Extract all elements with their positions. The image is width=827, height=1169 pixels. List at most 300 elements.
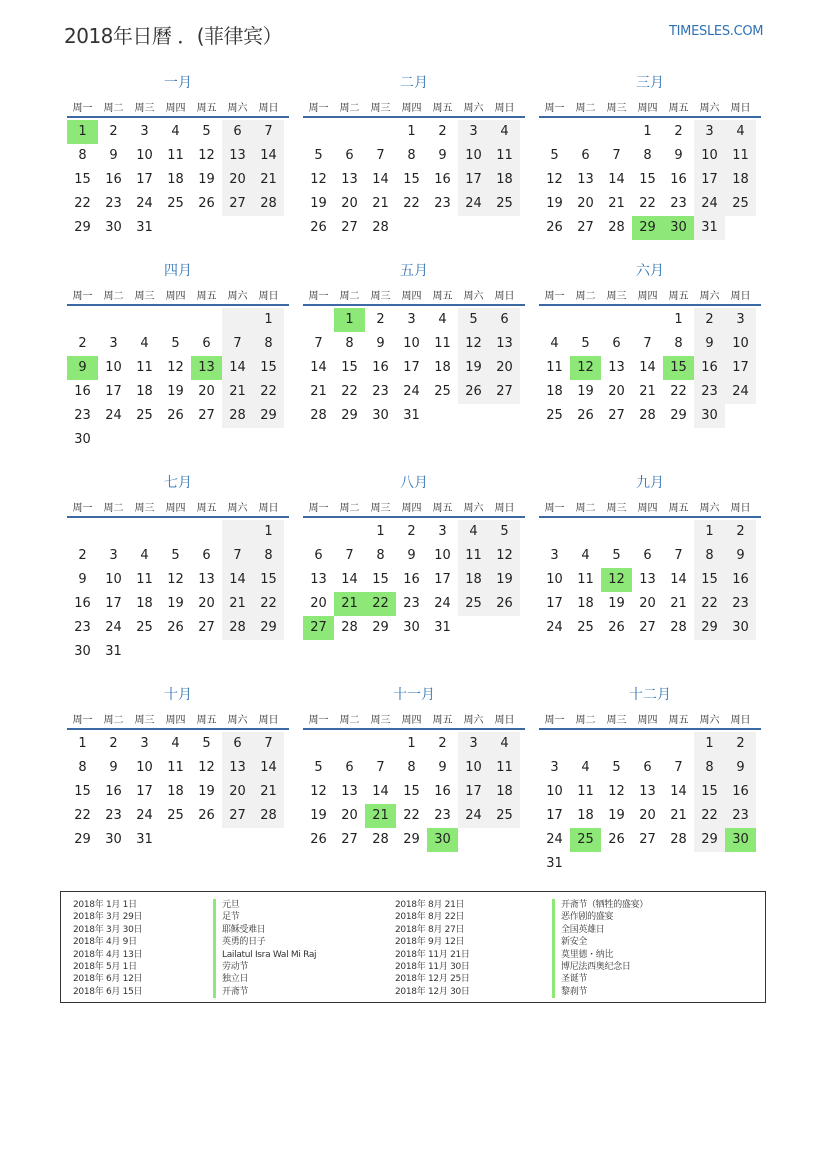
day-cell: 10: [694, 144, 725, 168]
day-cell: 19: [608, 808, 625, 823]
legend-holiday-name: 元旦: [213, 899, 316, 911]
month-title: 七月: [164, 475, 192, 491]
weekday-label: 周三: [370, 102, 391, 114]
legend-holiday-name: 耶稣受难日: [213, 924, 316, 936]
day-blank: [334, 120, 365, 144]
day-cell: 10: [434, 548, 451, 563]
day-cell: 23: [434, 196, 451, 211]
day-cell: 1: [694, 520, 725, 544]
day-cell: 13: [639, 784, 656, 799]
day-cell: 10: [105, 572, 122, 587]
day-cell: 28: [253, 804, 284, 828]
day-cell: 23: [74, 620, 91, 635]
weekday-label: 周三: [606, 290, 627, 302]
day-cell: 27: [222, 804, 253, 828]
day-cell: 10: [136, 760, 153, 775]
weekday-label: 周日: [494, 290, 515, 302]
day-cell: 10: [136, 148, 153, 163]
legend-holiday-name: 博尼法西奥纪念日: [552, 961, 648, 973]
day-cell: 4: [438, 312, 447, 327]
day-cell: 6: [202, 336, 211, 351]
day-cell: 16: [403, 572, 420, 587]
day-cell: 5: [314, 760, 323, 775]
site-name: TIMESLES.COM: [669, 24, 764, 39]
weekday-label: 周六: [699, 290, 720, 302]
day-cell: 27: [341, 220, 358, 235]
weekday-label: 周五: [432, 502, 453, 514]
weekday-label: 周二: [103, 714, 124, 726]
weekday-label: 周四: [165, 102, 186, 114]
day-cell: 3: [458, 120, 489, 144]
weekday-header: [303, 284, 525, 306]
weekday-label: 周二: [339, 714, 360, 726]
day-cell: 30: [105, 832, 122, 847]
day-cell: 29: [74, 220, 91, 235]
weekday-label: 周日: [730, 502, 751, 514]
legend-holiday-name: 新安全: [552, 936, 648, 948]
weekday-label: 周四: [637, 714, 658, 726]
weekday-header: [539, 496, 761, 518]
day-cell: 20: [341, 808, 358, 823]
day-grid: [539, 308, 761, 428]
holiday-day-cell: 1: [334, 308, 365, 332]
day-cell: 2: [725, 520, 756, 544]
day-grid: [539, 732, 761, 876]
day-cell: 8: [78, 148, 87, 163]
day-cell: 18: [167, 172, 184, 187]
day-grid: [67, 120, 289, 240]
weekday-label: 周一: [544, 290, 565, 302]
day-cell: 28: [253, 192, 284, 216]
weekday-label: 周六: [227, 714, 248, 726]
day-cell: 9: [694, 332, 725, 356]
day-cell: 6: [314, 548, 323, 563]
day-cell: 7: [345, 548, 354, 563]
holiday-day-cell: 30: [663, 216, 694, 240]
weekday-label: 周日: [258, 290, 279, 302]
weekday-label: 周三: [606, 502, 627, 514]
day-cell: 27: [341, 832, 358, 847]
weekday-label: 周一: [72, 714, 93, 726]
day-cell: 4: [489, 732, 520, 756]
day-cell: 22: [639, 196, 656, 211]
day-cell: 10: [458, 756, 489, 780]
day-blank: [632, 732, 663, 756]
day-cell: 12: [167, 572, 184, 587]
day-blank: [601, 120, 632, 144]
day-cell: 9: [674, 148, 683, 163]
day-grid: [539, 520, 761, 640]
day-cell: 25: [546, 408, 563, 423]
day-blank: [601, 520, 632, 544]
legend-right-names: [552, 899, 648, 998]
day-cell: 31: [434, 620, 451, 635]
day-cell: 4: [725, 120, 756, 144]
day-cell: 19: [198, 784, 215, 799]
day-cell: 23: [725, 804, 756, 828]
weekday-label: 周五: [432, 102, 453, 114]
day-cell: 4: [140, 336, 149, 351]
day-cell: 23: [434, 808, 451, 823]
day-cell: 9: [109, 760, 118, 775]
day-cell: 22: [670, 384, 687, 399]
day-cell: 3: [407, 312, 416, 327]
day-cell: 6: [222, 120, 253, 144]
weekday-header: [67, 284, 289, 306]
legend-date: 2018年 5月 1日: [73, 961, 137, 972]
day-cell: 4: [489, 120, 520, 144]
day-cell: 8: [345, 336, 354, 351]
day-cell: 16: [725, 568, 756, 592]
day-blank: [129, 308, 160, 332]
day-cell: 19: [310, 808, 327, 823]
day-cell: 30: [105, 220, 122, 235]
day-cell: 5: [171, 336, 180, 351]
day-cell: 29: [341, 408, 358, 423]
day-cell: 15: [372, 572, 389, 587]
day-cell: 21: [608, 196, 625, 211]
day-cell: 16: [105, 172, 122, 187]
day-cell: 2: [407, 524, 416, 539]
day-cell: 7: [376, 148, 385, 163]
day-cell: 2: [694, 308, 725, 332]
weekday-label: 周五: [196, 102, 217, 114]
weekday-label: 周三: [370, 502, 391, 514]
day-cell: 25: [577, 620, 594, 635]
weekday-label: 周五: [196, 714, 217, 726]
day-blank: [570, 308, 601, 332]
day-cell: 24: [694, 192, 725, 216]
day-cell: 17: [546, 808, 563, 823]
day-cell: 13: [489, 332, 520, 356]
day-cell: 20: [222, 168, 253, 192]
day-cell: 27: [198, 408, 215, 423]
day-cell: 12: [489, 544, 520, 568]
weekday-label: 周四: [165, 290, 186, 302]
day-cell: 16: [372, 360, 389, 375]
month-title: 六月: [636, 263, 664, 279]
day-cell: 1: [253, 520, 284, 544]
day-cell: 11: [458, 544, 489, 568]
day-blank: [303, 308, 334, 332]
day-cell: 7: [222, 544, 253, 568]
weekday-label: 周一: [308, 290, 329, 302]
day-grid: [303, 520, 525, 640]
weekday-label: 周日: [730, 290, 751, 302]
day-cell: 2: [109, 124, 118, 139]
day-cell: 22: [74, 808, 91, 823]
day-cell: 6: [643, 760, 652, 775]
day-cell: 29: [372, 620, 389, 635]
day-cell: 11: [167, 760, 184, 775]
weekday-label: 周日: [258, 102, 279, 114]
day-grid: [67, 520, 289, 664]
month-10: [67, 685, 289, 852]
day-cell: 14: [372, 172, 389, 187]
day-cell: 13: [310, 572, 327, 587]
weekday-label: 周六: [227, 502, 248, 514]
day-cell: 19: [608, 596, 625, 611]
day-cell: 17: [725, 356, 756, 380]
day-cell: 5: [314, 148, 323, 163]
day-grid: [303, 120, 525, 240]
day-cell: 14: [222, 568, 253, 592]
day-cell: 28: [639, 408, 656, 423]
day-cell: 8: [643, 148, 652, 163]
day-cell: 11: [136, 572, 153, 587]
weekday-label: 周一: [72, 502, 93, 514]
weekday-label: 周五: [432, 714, 453, 726]
day-cell: 25: [167, 808, 184, 823]
day-cell: 25: [136, 408, 153, 423]
day-cell: 6: [489, 308, 520, 332]
day-cell: 14: [372, 784, 389, 799]
day-cell: 11: [434, 336, 451, 351]
day-cell: 15: [639, 172, 656, 187]
day-cell: 18: [546, 384, 563, 399]
day-cell: 4: [171, 736, 180, 751]
month-title: 十二月: [629, 687, 671, 703]
day-cell: 15: [403, 172, 420, 187]
day-cell: 23: [105, 196, 122, 211]
day-blank: [601, 308, 632, 332]
legend-holiday-name: 莫里德・纳比: [552, 949, 648, 961]
day-cell: 16: [434, 172, 451, 187]
day-cell: 15: [694, 568, 725, 592]
day-cell: 3: [140, 124, 149, 139]
day-blank: [334, 732, 365, 756]
day-cell: 11: [546, 360, 563, 375]
weekday-label: 周日: [494, 102, 515, 114]
day-cell: 19: [577, 384, 594, 399]
legend-date: 2018年 12月 25日: [395, 974, 470, 985]
day-cell: 21: [670, 808, 687, 823]
day-cell: 8: [78, 760, 87, 775]
day-cell: 20: [198, 384, 215, 399]
day-blank: [632, 520, 663, 544]
legend-date: 2018年 1月 1日: [73, 900, 137, 910]
day-cell: 7: [643, 336, 652, 351]
day-cell: 14: [639, 360, 656, 375]
day-cell: 1: [643, 124, 652, 139]
day-cell: 27: [639, 832, 656, 847]
month-2: [303, 73, 525, 240]
weekday-label: 周三: [606, 714, 627, 726]
day-cell: 10: [546, 572, 563, 587]
holiday-day-cell: 1: [67, 120, 98, 144]
day-cell: 11: [577, 784, 594, 799]
day-blank: [160, 308, 191, 332]
legend-date: 2018年 8月 22日: [395, 912, 465, 923]
month-1: [67, 73, 289, 240]
day-cell: 26: [198, 196, 215, 211]
day-cell: 8: [253, 544, 284, 568]
holiday-day-cell: 21: [365, 804, 396, 828]
day-cell: 1: [407, 736, 416, 751]
day-cell: 23: [725, 592, 756, 616]
day-cell: 18: [136, 596, 153, 611]
day-cell: 11: [489, 144, 520, 168]
holiday-day-cell: 13: [191, 356, 222, 380]
day-cell: 16: [670, 172, 687, 187]
day-cell: 11: [136, 360, 153, 375]
day-cell: 10: [725, 332, 756, 356]
day-cell: 5: [458, 308, 489, 332]
day-cell: 20: [222, 780, 253, 804]
day-cell: 12: [198, 760, 215, 775]
day-cell: 18: [458, 568, 489, 592]
day-cell: 29: [74, 832, 91, 847]
weekday-label: 周二: [339, 502, 360, 514]
day-cell: 28: [310, 408, 327, 423]
day-blank: [222, 308, 253, 332]
legend-holiday-name: 足节: [213, 911, 316, 923]
weekday-label: 周三: [134, 502, 155, 514]
day-cell: 14: [222, 356, 253, 380]
holiday-day-cell: 29: [632, 216, 663, 240]
legend-holiday-name: 黎刹节: [552, 986, 648, 998]
day-cell: 17: [434, 572, 451, 587]
month-4: [67, 261, 289, 452]
weekday-label: 周一: [72, 290, 93, 302]
weekday-label: 周二: [575, 290, 596, 302]
day-cell: 26: [489, 592, 520, 616]
day-cell: 20: [489, 356, 520, 380]
day-cell: 24: [136, 196, 153, 211]
day-cell: 14: [341, 572, 358, 587]
day-cell: 4: [550, 336, 559, 351]
legend-holiday-name: 劳动节: [213, 961, 316, 973]
weekday-label: 周日: [494, 714, 515, 726]
day-cell: 29: [253, 404, 284, 428]
day-cell: 20: [639, 596, 656, 611]
weekday-label: 周二: [575, 714, 596, 726]
day-cell: 18: [489, 168, 520, 192]
day-cell: 5: [550, 148, 559, 163]
holiday-day-cell: 22: [365, 592, 396, 616]
day-cell: 6: [345, 148, 354, 163]
day-cell: 13: [341, 172, 358, 187]
day-cell: 21: [639, 384, 656, 399]
legend-date: 2018年 6月 15日: [73, 986, 143, 997]
day-cell: 24: [403, 384, 420, 399]
day-cell: 13: [222, 756, 253, 780]
day-cell: 24: [458, 804, 489, 828]
day-cell: 26: [310, 832, 327, 847]
day-cell: 2: [674, 124, 683, 139]
weekday-label: 周三: [370, 714, 391, 726]
weekday-label: 周二: [103, 290, 124, 302]
day-cell: 27: [608, 408, 625, 423]
day-cell: 11: [489, 756, 520, 780]
day-blank: [303, 120, 334, 144]
day-blank: [191, 520, 222, 544]
month-title: 二月: [400, 75, 428, 91]
day-cell: 26: [310, 220, 327, 235]
month-11: [303, 685, 525, 852]
day-cell: 27: [198, 620, 215, 635]
day-cell: 26: [608, 620, 625, 635]
day-cell: 18: [167, 784, 184, 799]
legend-holiday-name: 全国英雄日: [552, 924, 648, 936]
day-cell: 17: [105, 384, 122, 399]
day-cell: 30: [74, 432, 91, 447]
day-cell: 25: [489, 192, 520, 216]
day-blank: [539, 520, 570, 544]
day-cell: 24: [136, 808, 153, 823]
day-blank: [303, 520, 334, 544]
weekday-label: 周四: [401, 714, 422, 726]
weekday-label: 周三: [606, 102, 627, 114]
months-grid: [67, 73, 761, 871]
day-cell: 28: [222, 404, 253, 428]
day-cell: 27: [489, 380, 520, 404]
weekday-label: 周日: [258, 714, 279, 726]
day-cell: 9: [438, 760, 447, 775]
day-cell: 16: [74, 596, 91, 611]
day-cell: 25: [489, 804, 520, 828]
day-cell: 13: [222, 144, 253, 168]
day-cell: 15: [694, 780, 725, 804]
day-cell: 23: [105, 808, 122, 823]
day-cell: 15: [253, 356, 284, 380]
weekday-label: 周四: [401, 502, 422, 514]
day-cell: 12: [546, 172, 563, 187]
day-cell: 25: [458, 592, 489, 616]
day-cell: 30: [403, 620, 420, 635]
weekday-label: 周六: [463, 102, 484, 114]
legend-date: 2018年 3月 29日: [73, 912, 143, 923]
day-cell: 14: [608, 172, 625, 187]
day-cell: 24: [546, 620, 563, 635]
weekday-label: 周一: [308, 102, 329, 114]
day-cell: 26: [546, 220, 563, 235]
day-cell: 24: [105, 620, 122, 635]
day-cell: 2: [438, 124, 447, 139]
day-cell: 15: [74, 172, 91, 187]
day-cell: 6: [581, 148, 590, 163]
weekday-header: [303, 496, 525, 518]
day-cell: 5: [612, 760, 621, 775]
day-cell: 19: [167, 596, 184, 611]
day-blank: [539, 732, 570, 756]
month-5: [303, 261, 525, 428]
day-cell: 15: [253, 568, 284, 592]
month-12: [539, 685, 761, 876]
day-cell: 1: [253, 308, 284, 332]
day-blank: [570, 520, 601, 544]
day-cell: 2: [78, 336, 87, 351]
day-cell: 1: [78, 736, 87, 751]
weekday-label: 周一: [544, 502, 565, 514]
holiday-day-cell: 25: [570, 828, 601, 852]
day-cell: 20: [341, 196, 358, 211]
day-cell: 5: [171, 548, 180, 563]
weekday-label: 周二: [575, 502, 596, 514]
day-cell: 30: [694, 404, 725, 428]
month-3: [539, 73, 761, 240]
legend-date: 2018年 4月 13日: [73, 949, 143, 960]
day-cell: 22: [403, 196, 420, 211]
day-cell: 8: [694, 756, 725, 780]
day-cell: 10: [403, 336, 420, 351]
day-cell: 16: [105, 784, 122, 799]
holiday-day-cell: 30: [725, 828, 756, 852]
day-cell: 13: [341, 784, 358, 799]
day-cell: 3: [109, 336, 118, 351]
legend-holiday-name: Lailatul Isra Wal Mi Raj: [213, 949, 316, 961]
weekday-label: 周六: [227, 290, 248, 302]
